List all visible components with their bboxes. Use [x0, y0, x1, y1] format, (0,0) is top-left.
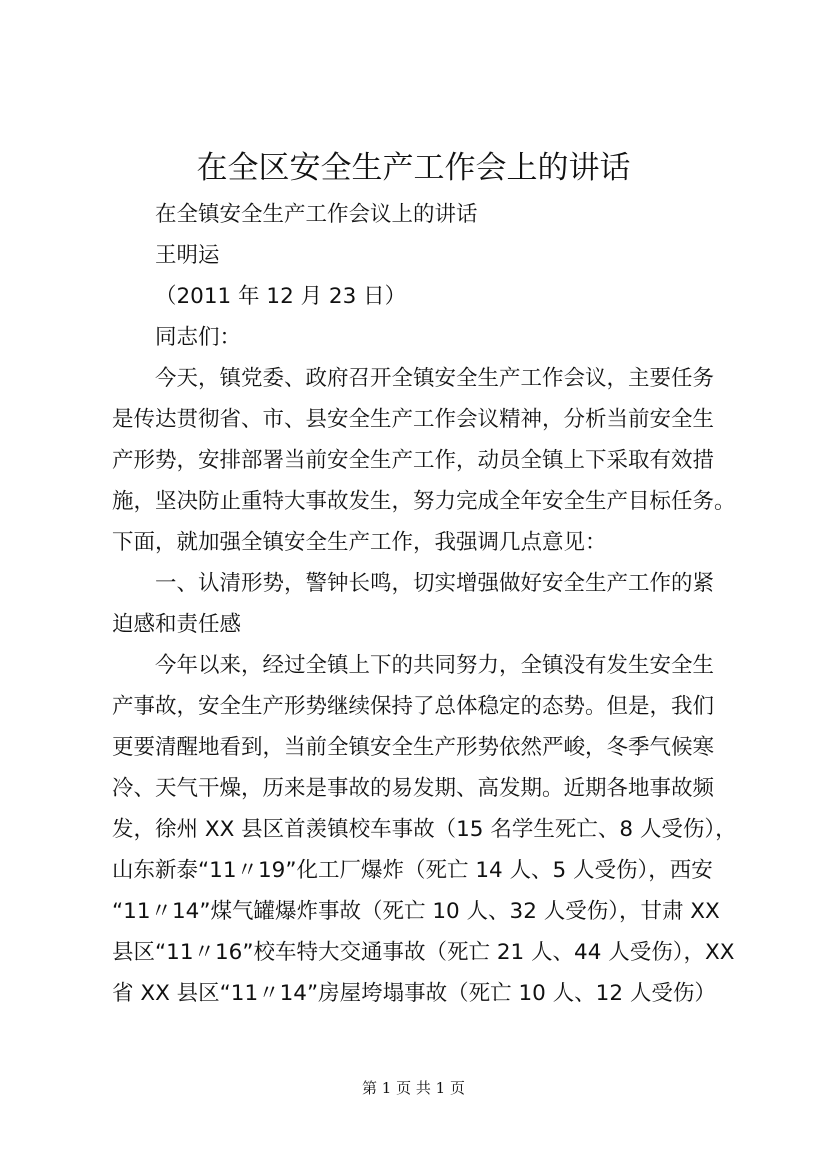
- author-line: 王明运: [155, 243, 220, 268]
- date-line: （2011 年 12 月 23 日）: [155, 284, 407, 309]
- paragraph-line: 今天，镇党委、政府召开全镇安全生产工作会议，主要任务: [155, 366, 715, 391]
- subtitle-line: 在全镇安全生产工作会议上的讲话: [155, 202, 478, 227]
- paragraph-line: 是传达贯彻省、市、县安全生产工作会议精神，分析当前安全生: [112, 407, 715, 432]
- paragraph-line: 省 XX 县区“11〃14”房屋垮塌事故（死亡 10 人、12 人受伤）: [112, 981, 716, 1006]
- paragraph-line: 产事故，安全生产形势继续保持了总体稳定的态势。但是，我们: [112, 694, 715, 719]
- document-title: 在全区安全生产工作会上的讲话: [196, 150, 631, 186]
- paragraph-line: “11〃14”煤气罐爆炸事故（死亡 10 人、32 人受伤），甘肃 XX: [112, 899, 720, 924]
- paragraph-line: 县区“11〃16”校车特大交通事故（死亡 21 人、44 人受伤），XX: [112, 940, 735, 965]
- page-footer: 第 1 页 共 1 页: [362, 1079, 465, 1097]
- paragraph-line: 更要清醒地看到，当前全镇安全生产形势依然严峻，冬季气候寒: [112, 735, 715, 760]
- document-body: [112, 194, 737, 1014]
- paragraph-line: 冷、天气干燥，历来是事故的易发期、高发期。近期各地事故频: [112, 776, 715, 801]
- paragraph-line: 今年以来，经过全镇上下的共同努力，全镇没有发生安全生: [155, 653, 715, 678]
- paragraph-line: 山东新泰“11〃19”化工厂爆炸（死亡 14 人、5 人受伤），西安: [112, 858, 713, 883]
- paragraph-line: 下面，就加强全镇安全生产工作，我强调几点意见：: [112, 530, 607, 555]
- paragraph-line: 施，坚决防止重特大事故发生，努力完成全年安全生产目标任务。: [112, 489, 736, 514]
- paragraph-line: 产形势，安排部署当前安全生产工作，动员全镇上下采取有效措: [112, 448, 715, 473]
- salutation-line: 同志们：: [155, 325, 242, 350]
- section-heading-line: 迫感和责任感: [112, 612, 242, 637]
- section-heading-line: 一、认清形势，警钟长鸣，切实增强做好安全生产工作的紧: [155, 571, 715, 596]
- paragraph-line: 发，徐州 XX 县区首羡镇校车事故（15 名学生死亡、8 人受伤），: [112, 817, 737, 842]
